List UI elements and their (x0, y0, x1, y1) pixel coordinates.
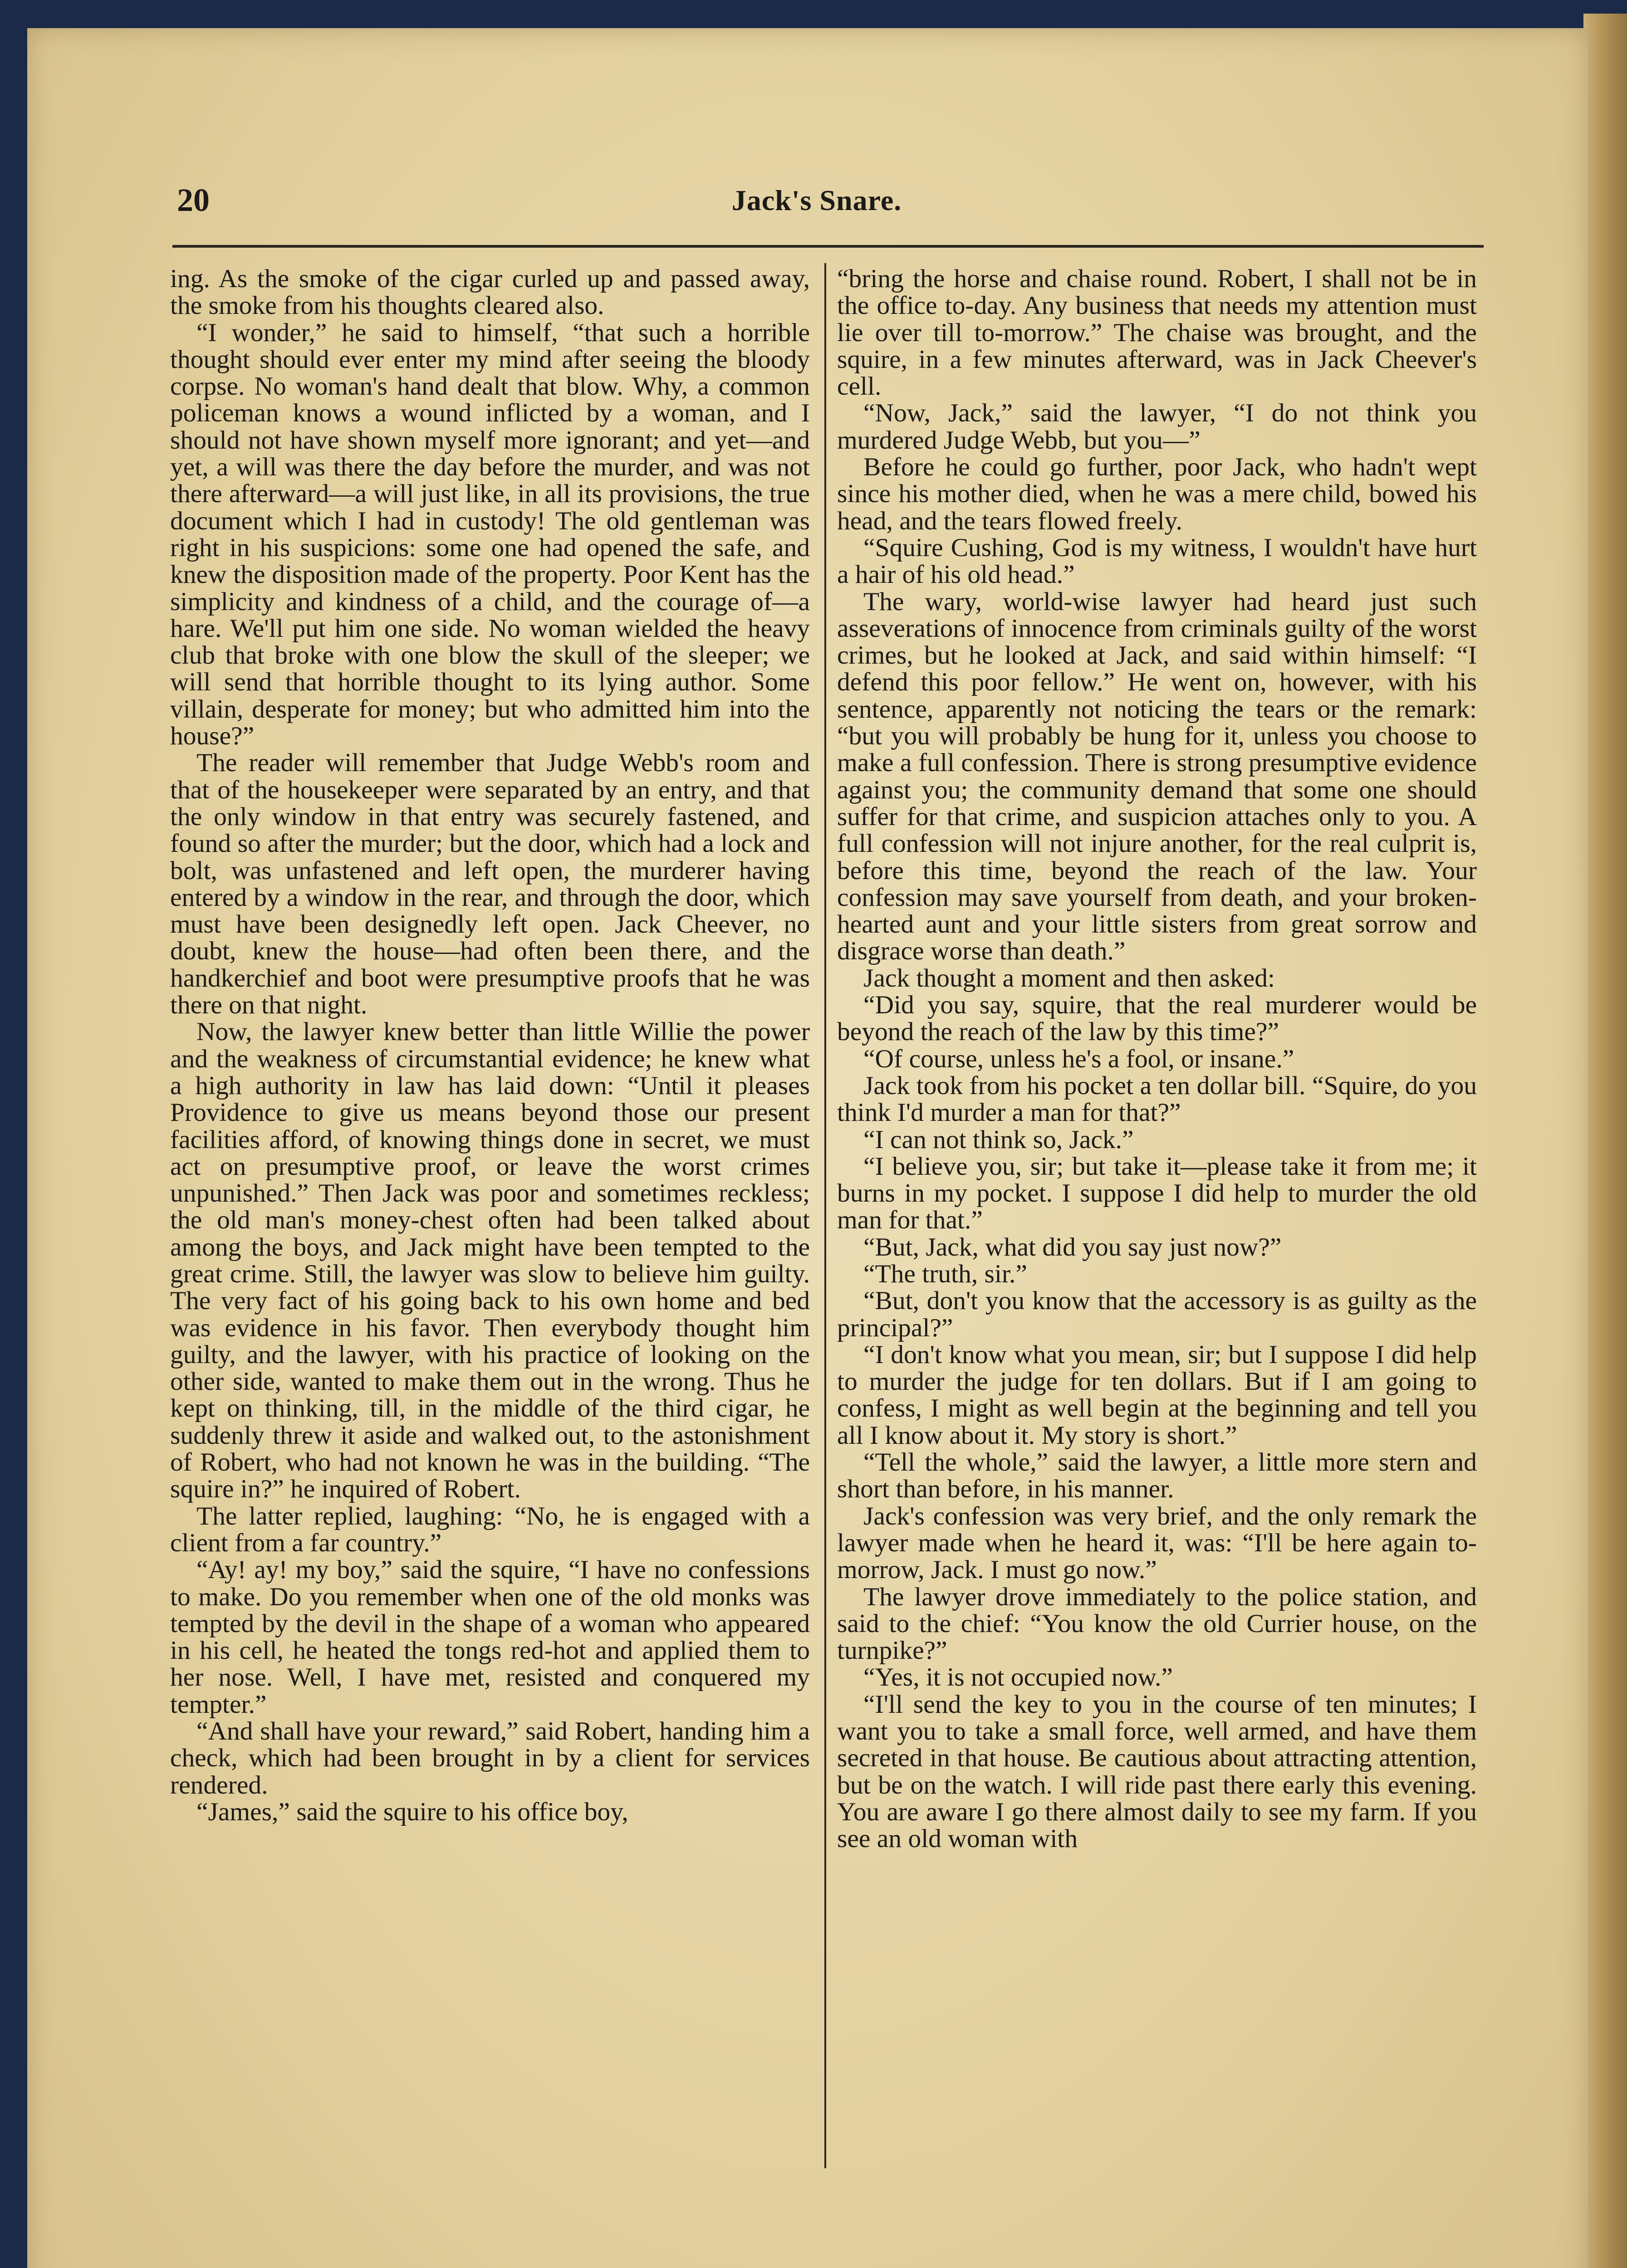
paragraph: The reader will remember that Judge Webb's room and that of the housekeeper were separated by an entry, and that the only window in that entry was securely fastened, and found so after the murder; but the door, which had a lock and bolt, was unfastened and left open, the murderer having entered by a window in the rear, and through the door, which must have been designedly left open. Jack Cheever, no doubt, knew the house—had often been there, and the handkerchief and boot were presumptive proofs that he was there on that night. (170, 748, 810, 1020)
paragraph: Jack took from his pocket a ten dollar bill. “Squire, do you think I'd murder a man for that?” (837, 1071, 1477, 1127)
paragraph: “And shall have your reward,” said Robert, handing him a check, which had been brought in by a client for services rendered. (170, 1717, 810, 1799)
paragraph: “James,” said the squire to his office boy, (196, 1797, 628, 1826)
paragraph: “bring the horse and chaise round. Robert, I shall not be in the office to-day. Any business that needs my attention must lie over till to-morrow.” The chaise was brought, and the squire, in a few minutes afterward, was in Jack Cheever's cell. (837, 264, 1477, 401)
paragraph: “But, Jack, what did you say just now?” (863, 1232, 1282, 1261)
paragraph: Before he could go further, poor Jack, who hadn't wept since his mother died, when he was a mere child, bowed his head, and the tears flowed freely. (837, 453, 1477, 535)
paragraph: “Ay! ay! my boy,” said the squire, “I have no confessions to make. Do you remember when one of the old monks was tempted by the devil in the shape of a woman who appeared in his cell, he heated the tongs red-hot and applied them to her nose. Well, I have met, resisted and conquered my tempter.” (170, 1555, 810, 1719)
paragraph: “Yes, it is not occupied now.” (863, 1663, 1173, 1692)
paragraph: The wary, world-wise lawyer had heard just such asseverations of innocence from criminals guilty of the worst crimes, but he looked at Jack, and said within himself: “I defend this poor fellow.” He went on, however, with his sentence, apparently not noticing the tears or the remark: “but you will probably be hung for it, unless you choose to make a full confession. There is strong presumptive evidence against you; the community demand that some one should suffer for that crime, and suspicion attaches only to you. A full confession will not injure another, for the real culprit is, before this time, beyond the reach of the law. Your confession may save yourself from death, and your broken-hearted aunt and your little sisters from great sorrow and disgrace worse than death.” (837, 587, 1477, 966)
page-title: Jack's Snare. (731, 184, 902, 216)
paragraph: “I wonder,” he said to himself, “that such a horrible thought should ever enter my mind after seeing the bloody corpse. No woman's hand dealt that blow. Why, a common policeman knows a wound inflicted by a woman, and I should not have shown myself more ignorant; and yet—and yet, a will was there the day before the murder, and was not there afterward—a will just like, in all its provisions, the true document which I had in custody! The old gentleman was right in his suspicions: some one had opened the safe, and knew the disposition made of the property. Poor Kent has the simplicity and kindness of a child, and the courage of—a hare. We'll put him one side. No woman wielded the heavy club that broke with one blow the skull of the sleeper; we will send that horrible thought to its lying author. Some villain, desperate for money; but who admitted him into the house?” (170, 318, 810, 751)
text-column-left (170, 265, 810, 1825)
paragraph: The lawyer drove immediately to the police station, and said to the chief: “You know the old Currier house, on the turnpike?” (837, 1582, 1477, 1665)
paragraph: Now, the lawyer knew better than little Willie the power and the weakness of circumstantial evidence; he knew what a high authority in law has laid down: “Until it pleases Providence to give us means beyond those our present facilities afford, of knowing things done in secret, we must act on presumptive proof, or leave the worst crimes unpunished.” Then Jack was poor and sometimes reckless; the old man's money-chest often had been talked about among the boys, and Jack might have been tempted to the great crime. Still, the lawyer was slow to believe him guilty. The very fact of his going back to his own home and bed was evidence in his favor. Then everybody thought him guilty, and the lawyer, with his practice of looking on the other side, wanted to make them out in the wrong. Thus he kept on thinking, till, in the middle of the third cigar, he suddenly threw it aside and walked out, to the astonishment of Robert, who had not known he was in the building. “The squire in?” he inquired of Robert. (170, 1017, 810, 1504)
paragraph: Jack's confession was very brief, and the only remark the lawyer made when he heard it, was: “I'll be here again to-morrow, Jack. I must go now.” (837, 1501, 1477, 1584)
paragraph: “Now, Jack,” said the lawyer, “I do not think you murdered Judge Webb, but you—” (837, 399, 1477, 455)
paragraph: “The truth, sir.” (863, 1259, 1027, 1288)
paragraph: “But, don't you know that the accessory is as guilty as the principal?” (837, 1286, 1477, 1342)
column-divider (824, 263, 826, 2168)
paragraph: “Did you say, squire, that the real murderer would be beyond the reach of the law by this time?” (837, 991, 1477, 1046)
paragraph: ing. As the smoke of the cigar curled up and passed away, the smoke from his thoughts cleared also. (170, 264, 810, 320)
paragraph: Jack thought a moment and then asked: (863, 963, 1275, 992)
paragraph: The latter replied, laughing: “No, he is engaged with a client from a far country.” (170, 1501, 810, 1557)
paragraph: “I don't know what you mean, sir; but I suppose I did help to murder the judge for ten dollars. But if I am going to confess, I might as well begin at the beginning and tell you all I know about it. My story is short.” (837, 1340, 1477, 1450)
paragraph: “I'll send the key to you in the course of ten minutes; I want you to take a small force, well armed, and have them secreted in that house. Be cautious about attracting attention, but be on the watch. I will ride past there early this evening. You are aware I go there almost daily to see my farm. If you see an old woman with (837, 1690, 1477, 1853)
text-column-right (837, 265, 1477, 1853)
paragraph: “I can not think so, Jack.” (863, 1125, 1134, 1154)
paragraph: “Of course, unless he's a fool, or insane.” (863, 1044, 1294, 1073)
page-number: 20 (177, 182, 210, 218)
paragraph: “I believe you, sir; but take it—please take it from me; it burns in my pocket. I suppose I did help to murder the old man for that.” (837, 1152, 1477, 1235)
paragraph: “Squire Cushing, God is my witness, I wouldn't have hurt a hair of his old head.” (837, 533, 1477, 589)
book-spine (1583, 14, 1627, 2268)
paragraph: “Tell the whole,” said the lawyer, a little more stern and short than before, in his manner. (837, 1448, 1477, 1504)
header-rule (172, 245, 1484, 248)
